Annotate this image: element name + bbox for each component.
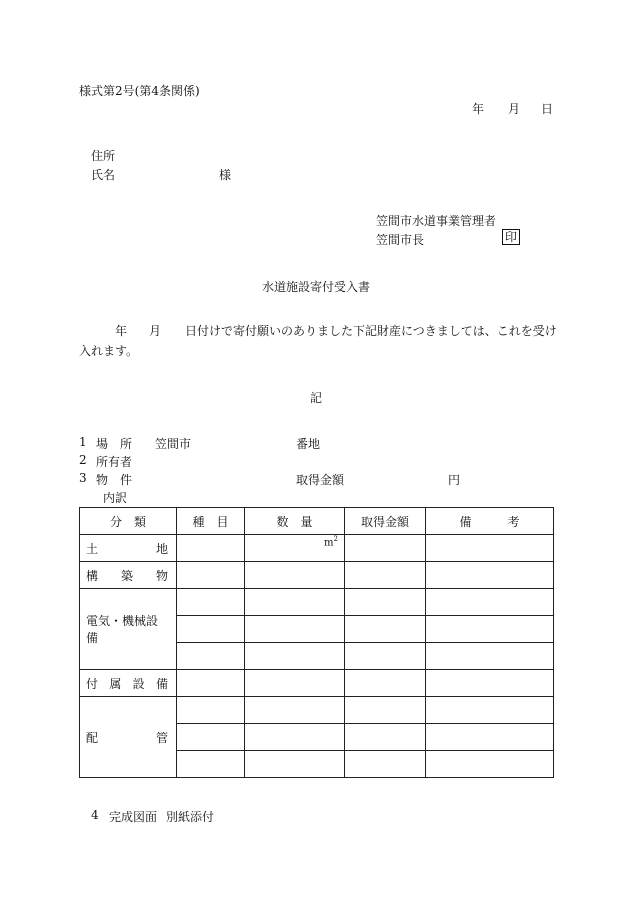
item1-banchi: 番地: [296, 437, 321, 451]
cell-electrical-quantity-3: [245, 643, 345, 670]
cell-electrical-quantity-2: [245, 616, 345, 643]
date-month-label: 月: [508, 102, 521, 116]
cell-electrical-type-1: [177, 589, 245, 616]
breakdown-label: 内訳: [103, 491, 128, 505]
cell-electrical-remarks-1: [426, 589, 554, 616]
cell-electrical-amount-2: [345, 616, 426, 643]
cell-piping-remarks-3: [426, 751, 554, 778]
item3-number: 3: [79, 471, 87, 485]
auxiliary-char-4: 備: [155, 676, 168, 691]
structure-char-3: 物: [155, 568, 168, 583]
category-structure: [80, 562, 177, 589]
cell-electrical-amount-1: [345, 589, 426, 616]
piping-char-1: 配: [86, 730, 99, 745]
category-auxiliary: [80, 670, 177, 697]
breakdown-table: [79, 507, 554, 778]
structure-char-2: 築: [120, 568, 133, 583]
body-text-line1: 日付けで寄付願いのありました下記財産につきましては、これを受け: [185, 324, 557, 338]
unit-exponent: 2: [333, 535, 338, 543]
cell-auxiliary-quantity: [245, 670, 345, 697]
category-electrical: 電気・機械設備: [80, 589, 177, 670]
auxiliary-char-2: 属: [109, 676, 122, 691]
cell-piping-remarks-2: [426, 724, 554, 751]
item1-city: 笠間市: [155, 437, 192, 451]
cell-piping-amount-1: [345, 697, 426, 724]
body-year: 年: [115, 324, 128, 338]
cell-piping-type-1: [177, 697, 245, 724]
cell-piping-amount-2: [345, 724, 426, 751]
item4-number: 4: [91, 808, 99, 822]
cell-structure-type: [177, 562, 245, 589]
auxiliary-char-1: 付: [86, 676, 99, 691]
honorific: 様: [219, 168, 232, 182]
header-remarks: 備 考: [426, 508, 554, 535]
name-label: 氏名: [91, 168, 116, 182]
cell-piping-type-3: [177, 751, 245, 778]
item2-label: 所有者: [96, 455, 133, 469]
cell-piping-remarks-1: [426, 697, 554, 724]
category-piping: [80, 697, 177, 778]
item4-value: 別紙添付: [166, 810, 215, 824]
auxiliary-char-3: 設: [132, 676, 145, 691]
issuer-line1: 笠間市水道事業管理者: [376, 214, 497, 228]
table-row-structure: [80, 562, 554, 589]
address-label: 住所: [91, 149, 116, 163]
land-char-1: 土: [86, 541, 99, 556]
cell-electrical-type-2: [177, 616, 245, 643]
cell-land-amount: [345, 535, 426, 562]
table-header-row: [80, 508, 554, 535]
ki-mark: 記: [310, 391, 323, 405]
item2-number: 2: [79, 453, 87, 467]
cell-piping-quantity-2: [245, 724, 345, 751]
cell-piping-amount-3: [345, 751, 426, 778]
item4-label: 完成図面: [109, 810, 158, 824]
cell-structure-amount: [345, 562, 426, 589]
cell-electrical-quantity-1: [245, 589, 345, 616]
cell-land-type: [177, 535, 245, 562]
cell-piping-quantity-3: [245, 751, 345, 778]
document-title: 水道施設寄付受入書: [262, 280, 371, 294]
cell-electrical-type-3: [177, 643, 245, 670]
cell-structure-quantity: [245, 562, 345, 589]
cell-auxiliary-amount: [345, 670, 426, 697]
category-land: [80, 535, 177, 562]
cell-electrical-remarks-3: [426, 643, 554, 670]
cell-land-remarks: [426, 535, 554, 562]
piping-char-2: 管: [155, 730, 168, 745]
land-char-2: 地: [155, 541, 168, 556]
cell-piping-quantity-1: [245, 697, 345, 724]
cell-structure-remarks: [426, 562, 554, 589]
table-row-land: [80, 535, 554, 562]
cell-auxiliary-type: [177, 670, 245, 697]
table-row-auxiliary: [80, 670, 554, 697]
header-quantity: 数 量: [245, 508, 345, 535]
seal-mark: [502, 229, 520, 245]
body-text-line2: 入れます。: [79, 344, 139, 358]
header-item-type: 種 目: [177, 508, 245, 535]
table-row-piping-1: [80, 697, 554, 724]
unit-square-meter: m: [324, 537, 334, 549]
header-category: 分 類: [80, 508, 177, 535]
cell-electrical-remarks-2: [426, 616, 554, 643]
item1-number: 1: [79, 435, 87, 449]
cell-piping-type-2: [177, 724, 245, 751]
yen-label: 円: [448, 473, 461, 487]
table-row-electrical-1: [80, 589, 554, 616]
item1-label: 場 所: [96, 437, 133, 451]
issuer-line2: 笠間市長: [376, 233, 425, 247]
form-number: 様式第2号(第4条関係): [79, 84, 200, 98]
header-acquisition-amount: 取得金額: [345, 508, 426, 535]
body-month: 月: [149, 324, 162, 338]
date-year-label: 年: [472, 102, 485, 116]
cell-auxiliary-remarks: [426, 670, 554, 697]
cell-land-quantity: [245, 535, 345, 562]
seal-text: 印: [502, 229, 520, 245]
cell-electrical-amount-3: [345, 643, 426, 670]
date-day-label: 日: [541, 102, 554, 116]
structure-char-1: 構: [86, 568, 99, 583]
acquisition-label: 取得金額: [296, 473, 345, 487]
item3-label: 物 件: [96, 473, 133, 487]
